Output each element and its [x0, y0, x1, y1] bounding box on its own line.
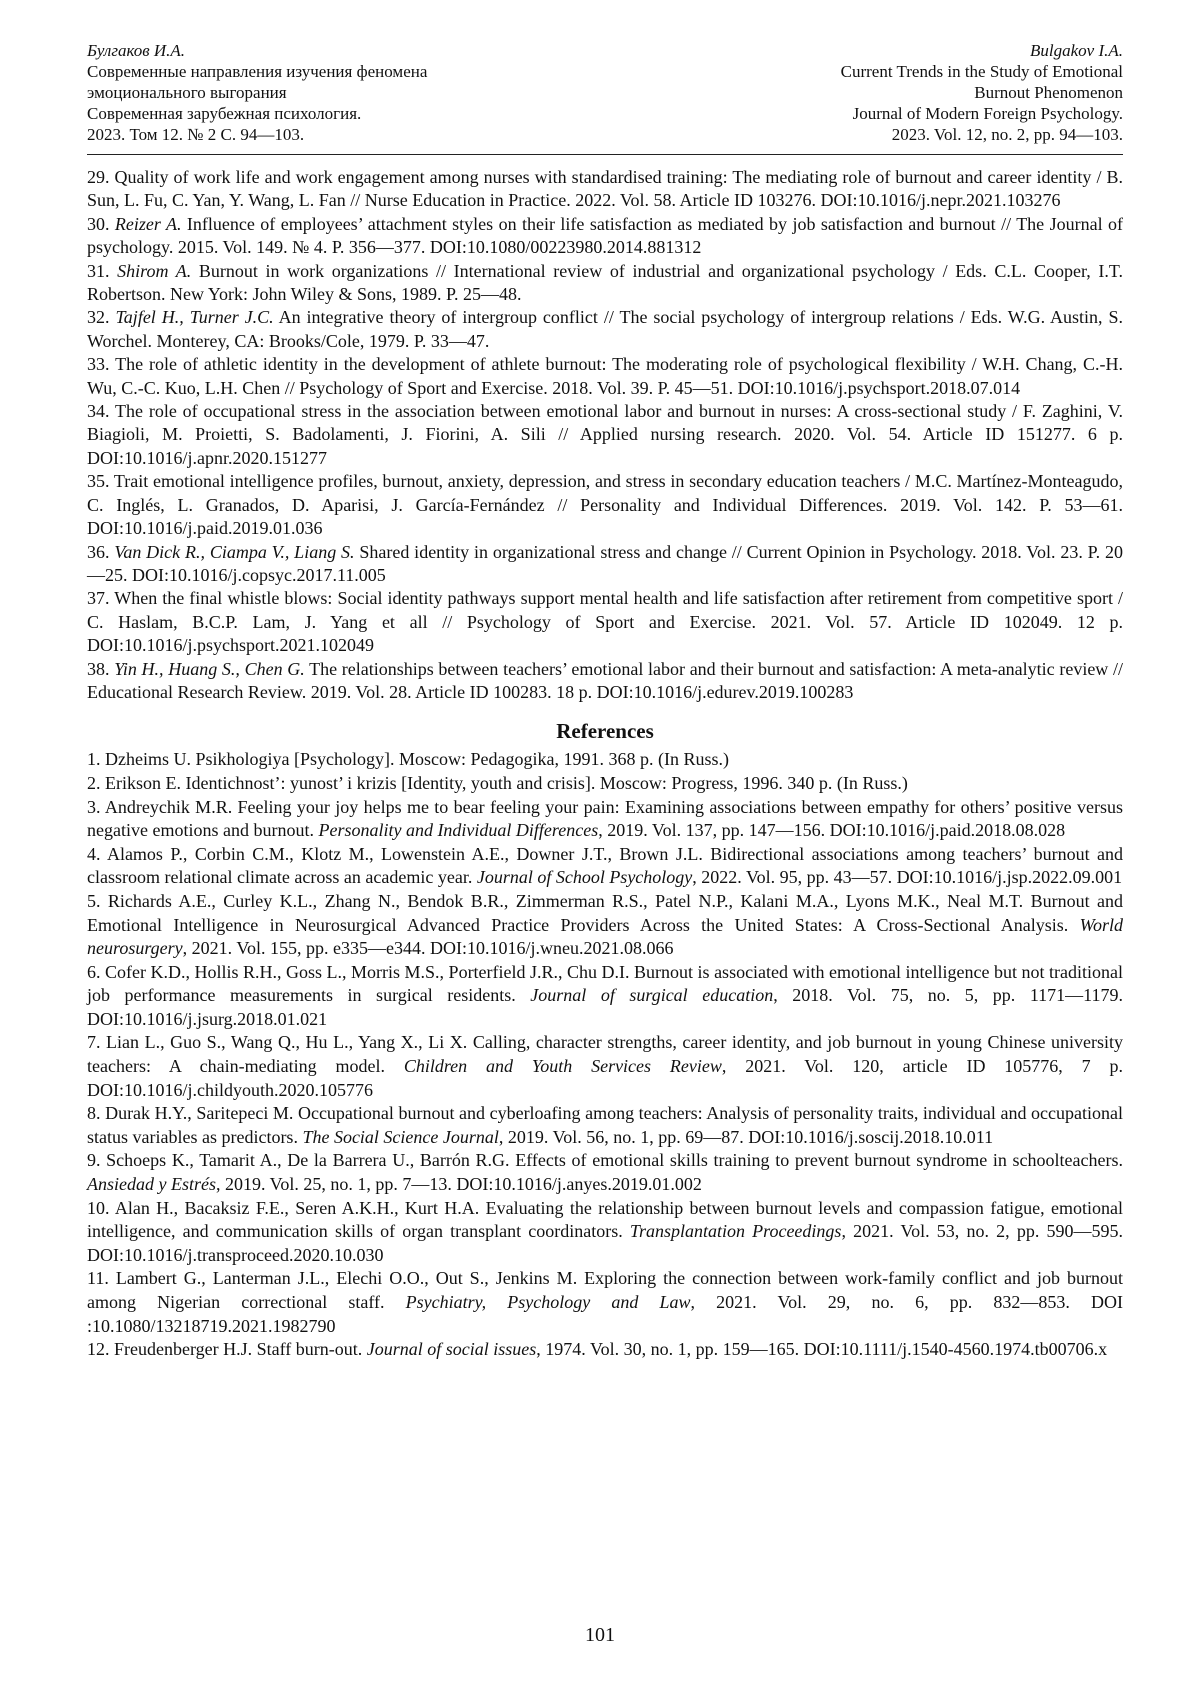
reference-entry-text: 8. Durak H.Y., Saritepeci M. Occupational burnout and cyberloafing among teachers: Analysis of personality traits, individual and occupational status variables as predictors. — [87, 1103, 1123, 1147]
header-divider — [87, 154, 1123, 155]
reference-entry — [87, 961, 1123, 1032]
reference-entry-text: 5. Richards A.E., Curley K.L., Zhang N., Bendok B.R., Zimmerman R.S., Patel N.P., Kalani M.A., Lyons M.K., Neal M.T. Burnout and Emotional Intelligence in Neurosurgical Advanced Practice Providers Across the United States: A Cross-Sectional Analysis. — [87, 890, 1123, 935]
header-title-ru-line1: Современные направления изучения феномена — [87, 62, 428, 81]
literature-entry-text: 35. Trait emotional intelligence profiles, burnout, anxiety, depression, and stress in secondary education teachers / M.C. Martínez-Monteagudo, C. Inglés, L. Granados, D. Aparisi, J. García-Fernández // Personality and Individual Differences. 2019. Vol. 142. P. 53—61. DOI:10.1016/j.paid.2019.01.036 — [87, 471, 1123, 539]
reference-entry-text: 3. Andreychik M.R. Feeling your joy helps me to bear feeling your pain: Examining associations between empathy for others’ positive versus negative emotions and burnout. — [87, 796, 1123, 841]
literature-entry — [87, 213, 1123, 260]
reference-entry-details: , 2019. Vol. 56, no. 1, pp. 69—87. DOI:10.1016/j.soscij.2018.10.011 — [498, 1126, 994, 1147]
reference-entry-text: 11. Lambert G., Lanterman J.L., Elechi O.O., Out S., Jenkins M. Exploring the connection between work-family conflict and job burnout among Nigerian correctional staff. — [87, 1268, 1123, 1312]
literature-entry-number: 32. — [87, 307, 116, 328]
reference-entry-journal: Psychiatry, Psychology and Law — [405, 1292, 691, 1312]
literature-entry-number: 38. — [87, 658, 115, 679]
reference-entry-journal: Transplantation Proceedings — [629, 1221, 842, 1242]
literature-entry-text: 37. When the final whistle blows: Social identity pathways support mental health and life satisfaction after retirement from competitive sport / C. Haslam, B.C.P. Lam, J. Yang et all // Psychology of Sport and Exercise. 2021. Vol. 57. Article ID 102049. 12 p. DOI:10.1016/j.psychsport.2021.102049 — [87, 588, 1123, 656]
literature-entry — [87, 400, 1123, 470]
literature-entry-authors: Reizer A. — [114, 213, 182, 234]
running-header — [87, 40, 1123, 145]
reference-entry — [87, 1197, 1123, 1268]
reference-entry-journal: Ansiedad y Estrés — [87, 1174, 216, 1195]
literature-entry-text: 29. Quality of work life and work engagement among nurses with standardised training: The mediating role of burnout and career identity / B. Sun, L. Fu, C. Yan, Y. Wang, L. Fan // Nurse Education in Practice. 2022. Vol. 58. Article ID 103276. DOI:10.1016/j.nepr.2021.103276 — [87, 167, 1123, 211]
reference-entry — [87, 1149, 1123, 1196]
literature-entry — [87, 587, 1123, 657]
literature-entry-authors: Tajfel H., Turner J.C. — [115, 307, 274, 328]
literature-entry — [87, 470, 1123, 540]
reference-entry-details: , 2021. Vol. 120, article ID 105776, 7 p. DOI:10.1016/j.childyouth.2020.105776 — [87, 1056, 1123, 1100]
literature-entry-text: Influence of employees’ attachment styles on their life satisfaction as mediated by job satisfaction and burnout // The Journal of psychology. 2015. Vol. 149. № 4. P. 356—377. DOI:10.1080/00223980.2014.881312 — [87, 213, 1123, 258]
reference-entry-text: 7. Lian L., Guo S., Wang Q., Hu L., Yang X., Li X. Calling, character strengths, career identity, and job burnout in young Chinese university teachers: A chain-mediating model. — [87, 1032, 1123, 1077]
header-journal-ru: Современная зарубежная психология. — [87, 104, 362, 123]
literature-entry-text: The relationships between teachers’ emotional labor and their burnout and satisfaction: A meta-analytic review // Educational Research Review. 2019. Vol. 28. Article ID 100283. 18 p. DOI:10.1016/j.edurev.2019.100283 — [87, 658, 1123, 702]
literature-entry-number: 36. — [87, 541, 115, 562]
literature-entry — [87, 353, 1123, 400]
reference-entry-text: 4. Alamos P., Corbin C.M., Klotz M., Lowenstein A.E., Downer J.T., Brown J.L. Bidirectional associations among teachers’ burnout and classroom relational climate across an academic year. — [87, 843, 1123, 888]
reference-entry-journal: Journal of social issues — [366, 1339, 537, 1360]
reference-entry-text: 6. Cofer K.D., Hollis R.H., Goss L., Morris M.S., Porterfield J.R., Chu D.I. Burnout is associated with emotional intelligence but not traditional job performance measurements in surgical residents. — [87, 961, 1123, 1006]
page-number: 101 — [585, 1624, 615, 1646]
reference-entry-details: , 2021. Vol. 53, no. 2, pp. 590—595. DOI:10.1016/j.transproceed.2020.10.030 — [87, 1221, 1123, 1265]
literature-entry-text: 33. The role of athletic identity in the development of athlete burnout: The moderating role of psychological flexibility / W.H. Chang, C.-H. Wu, C.-C. Kuo, L.H. Chen // Psychology of Sport and Exercise. 2018. Vol. 39. P. 45—51. DOI:10.1016/j.psychsport.2018.07.014 — [87, 354, 1123, 398]
header-author-ru: Булгаков И.А. — [87, 41, 186, 60]
header-journal-en: Journal of Modern Foreign Psychology. — [852, 104, 1123, 123]
literature-entry-number: 30. — [87, 213, 115, 234]
literature-entry — [87, 306, 1123, 353]
literature-entry-number: 31. — [87, 260, 118, 281]
reference-entry — [87, 796, 1123, 843]
header-author-en: Bulgakov I.A. — [1030, 41, 1123, 60]
literature-entry-authors: Van Dick R., Ciampa V., Liang S. — [114, 541, 355, 562]
reference-entry — [87, 1031, 1123, 1102]
reference-entry-details: , 2021. Vol. 155, pp. e335—e344. DOI:10.1016/j.wneu.2021.08.066 — [182, 938, 674, 959]
header-title-en-line1: Current Trends in the Study of Emotional — [840, 62, 1123, 81]
reference-entry-details: , 2019. Vol. 137, pp. 147—156. DOI:10.1016/j.paid.2018.08.028 — [598, 820, 1066, 841]
reference-entry-details: , 2021. Vol. 29, no. 6, pp. 832—853. DOI :10.1080/13218719.2021.1982790 — [87, 1292, 1123, 1336]
literature-entry-text: An integrative theory of intergroup conflict // The social psychology of intergroup relations / Eds. W.G. Austin, S. Worchel. Monterey, CA: Brooks/Cole, 1979. P. 33—47. — [87, 307, 1124, 351]
header-right-english — [605, 40, 1123, 145]
reference-entry-details: , 2019. Vol. 25, no. 1, pp. 7—13. DOI:10.1016/j.anyes.2019.01.002 — [215, 1174, 702, 1195]
page — [87, 40, 1123, 1362]
reference-entry-text: 12. Freudenberger H.J. Staff burn-out. — [87, 1339, 367, 1360]
reference-entry — [87, 1338, 1123, 1362]
reference-entry-details: , 2022. Vol. 95, pp. 43—57. DOI:10.1016/j.jsp.2022.09.001 — [692, 867, 1123, 888]
reference-entry — [87, 748, 1123, 772]
literature-entry — [87, 166, 1123, 213]
literature-entry-authors: Yin H., Huang S., Chen G. — [114, 658, 305, 679]
reference-entry — [87, 772, 1123, 796]
reference-entry-journal: Children and Youth Services Review — [403, 1056, 722, 1077]
literature-entry-authors: Shirom A. — [117, 260, 192, 281]
reference-entry-journal: Journal of surgical education — [530, 985, 774, 1006]
reference-entry — [87, 1267, 1123, 1338]
literature-list — [87, 166, 1123, 704]
references-list — [87, 748, 1123, 1361]
header-issue-ru: 2023. Том 12. № 2 С. 94—103. — [87, 125, 305, 144]
reference-entry-text: 1. Dzheims U. Psikhologiya [Psychology]. Moscow: Pedagogika, 1991. 368 p. (In Russ.) — [87, 749, 729, 770]
literature-entry — [87, 541, 1123, 588]
reference-entry-journal: Journal of School Psychology — [476, 867, 693, 888]
reference-entry — [87, 890, 1123, 961]
reference-entry-text: 9. Schoeps K., Tamarit A., De la Barrera U., Barrón R.G. Effects of emotional skills training to prevent burnout syndrome in schoolteachers. — [87, 1150, 1123, 1171]
reference-entry — [87, 1102, 1123, 1149]
header-issue-en: 2023. Vol. 12, no. 2, pp. 94—103. — [891, 125, 1123, 144]
reference-entry — [87, 843, 1123, 890]
literature-entry — [87, 658, 1123, 705]
reference-entry-details: , 2018. Vol. 75, no. 5, pp. 1171—1179. DOI:10.1016/j.jsurg.2018.01.021 — [87, 985, 1124, 1029]
reference-entry-journal: The Social Science Journal — [302, 1126, 499, 1147]
literature-entry-text: Burnout in work organizations // International review of industrial and organizational psychology / Eds. C.L. Cooper, I.T. Robertson. New York: John Wiley & Sons, 1989. P. 25—48. — [87, 260, 1123, 305]
reference-entry-details: , 1974. Vol. 30, no. 1, pp. 159—165. DOI:10.1111/j.1540-4560.1974.tb00706.x — [536, 1339, 1108, 1360]
reference-entry-text: 2. Erikson E. Identichnost’: yunost’ i krizis [Identity, youth and crisis]. Moscow: Progress, 1996. 340 p. (In Russ.) — [87, 772, 908, 793]
header-left-russian — [87, 40, 605, 145]
literature-entry — [87, 260, 1123, 307]
reference-entry-text: 10. Alan H., Bacaksiz F.E., Seren A.K.H., Kurt H.A. Evaluating the relationship between burnout levels and compassion fatigue, emotional intelligence, and communication skills of organ transplant coordinators. — [87, 1197, 1123, 1242]
reference-entry-journal: World neurosurgery — [87, 914, 1123, 959]
reference-entry-journal: Personality and Individual Differences — [318, 820, 599, 841]
literature-entry-text: 34. The role of occupational stress in the association between emotional labor and burnout in nurses: A cross-sectional study / F. Zaghini, V. Biagioli, M. Proietti, S. Badolamenti, J. Fiorini, A. Sili // Applied nursing research. 2020. Vol. 54. Article ID 151277. 6 p. DOI:10.1016/j.apnr.2020.151277 — [87, 401, 1123, 468]
literature-entry-text: Shared identity in organizational stress and change // Current Opinion in Psychology. 2018. Vol. 23. P. 20—25. DOI:10.1016/j.copsyc.2017.11.005 — [87, 541, 1124, 585]
header-title-en-line2: Burnout Phenomenon — [974, 83, 1123, 102]
references-heading: References — [556, 719, 654, 744]
header-title-ru-line2: эмоционального выгорания — [87, 83, 287, 102]
